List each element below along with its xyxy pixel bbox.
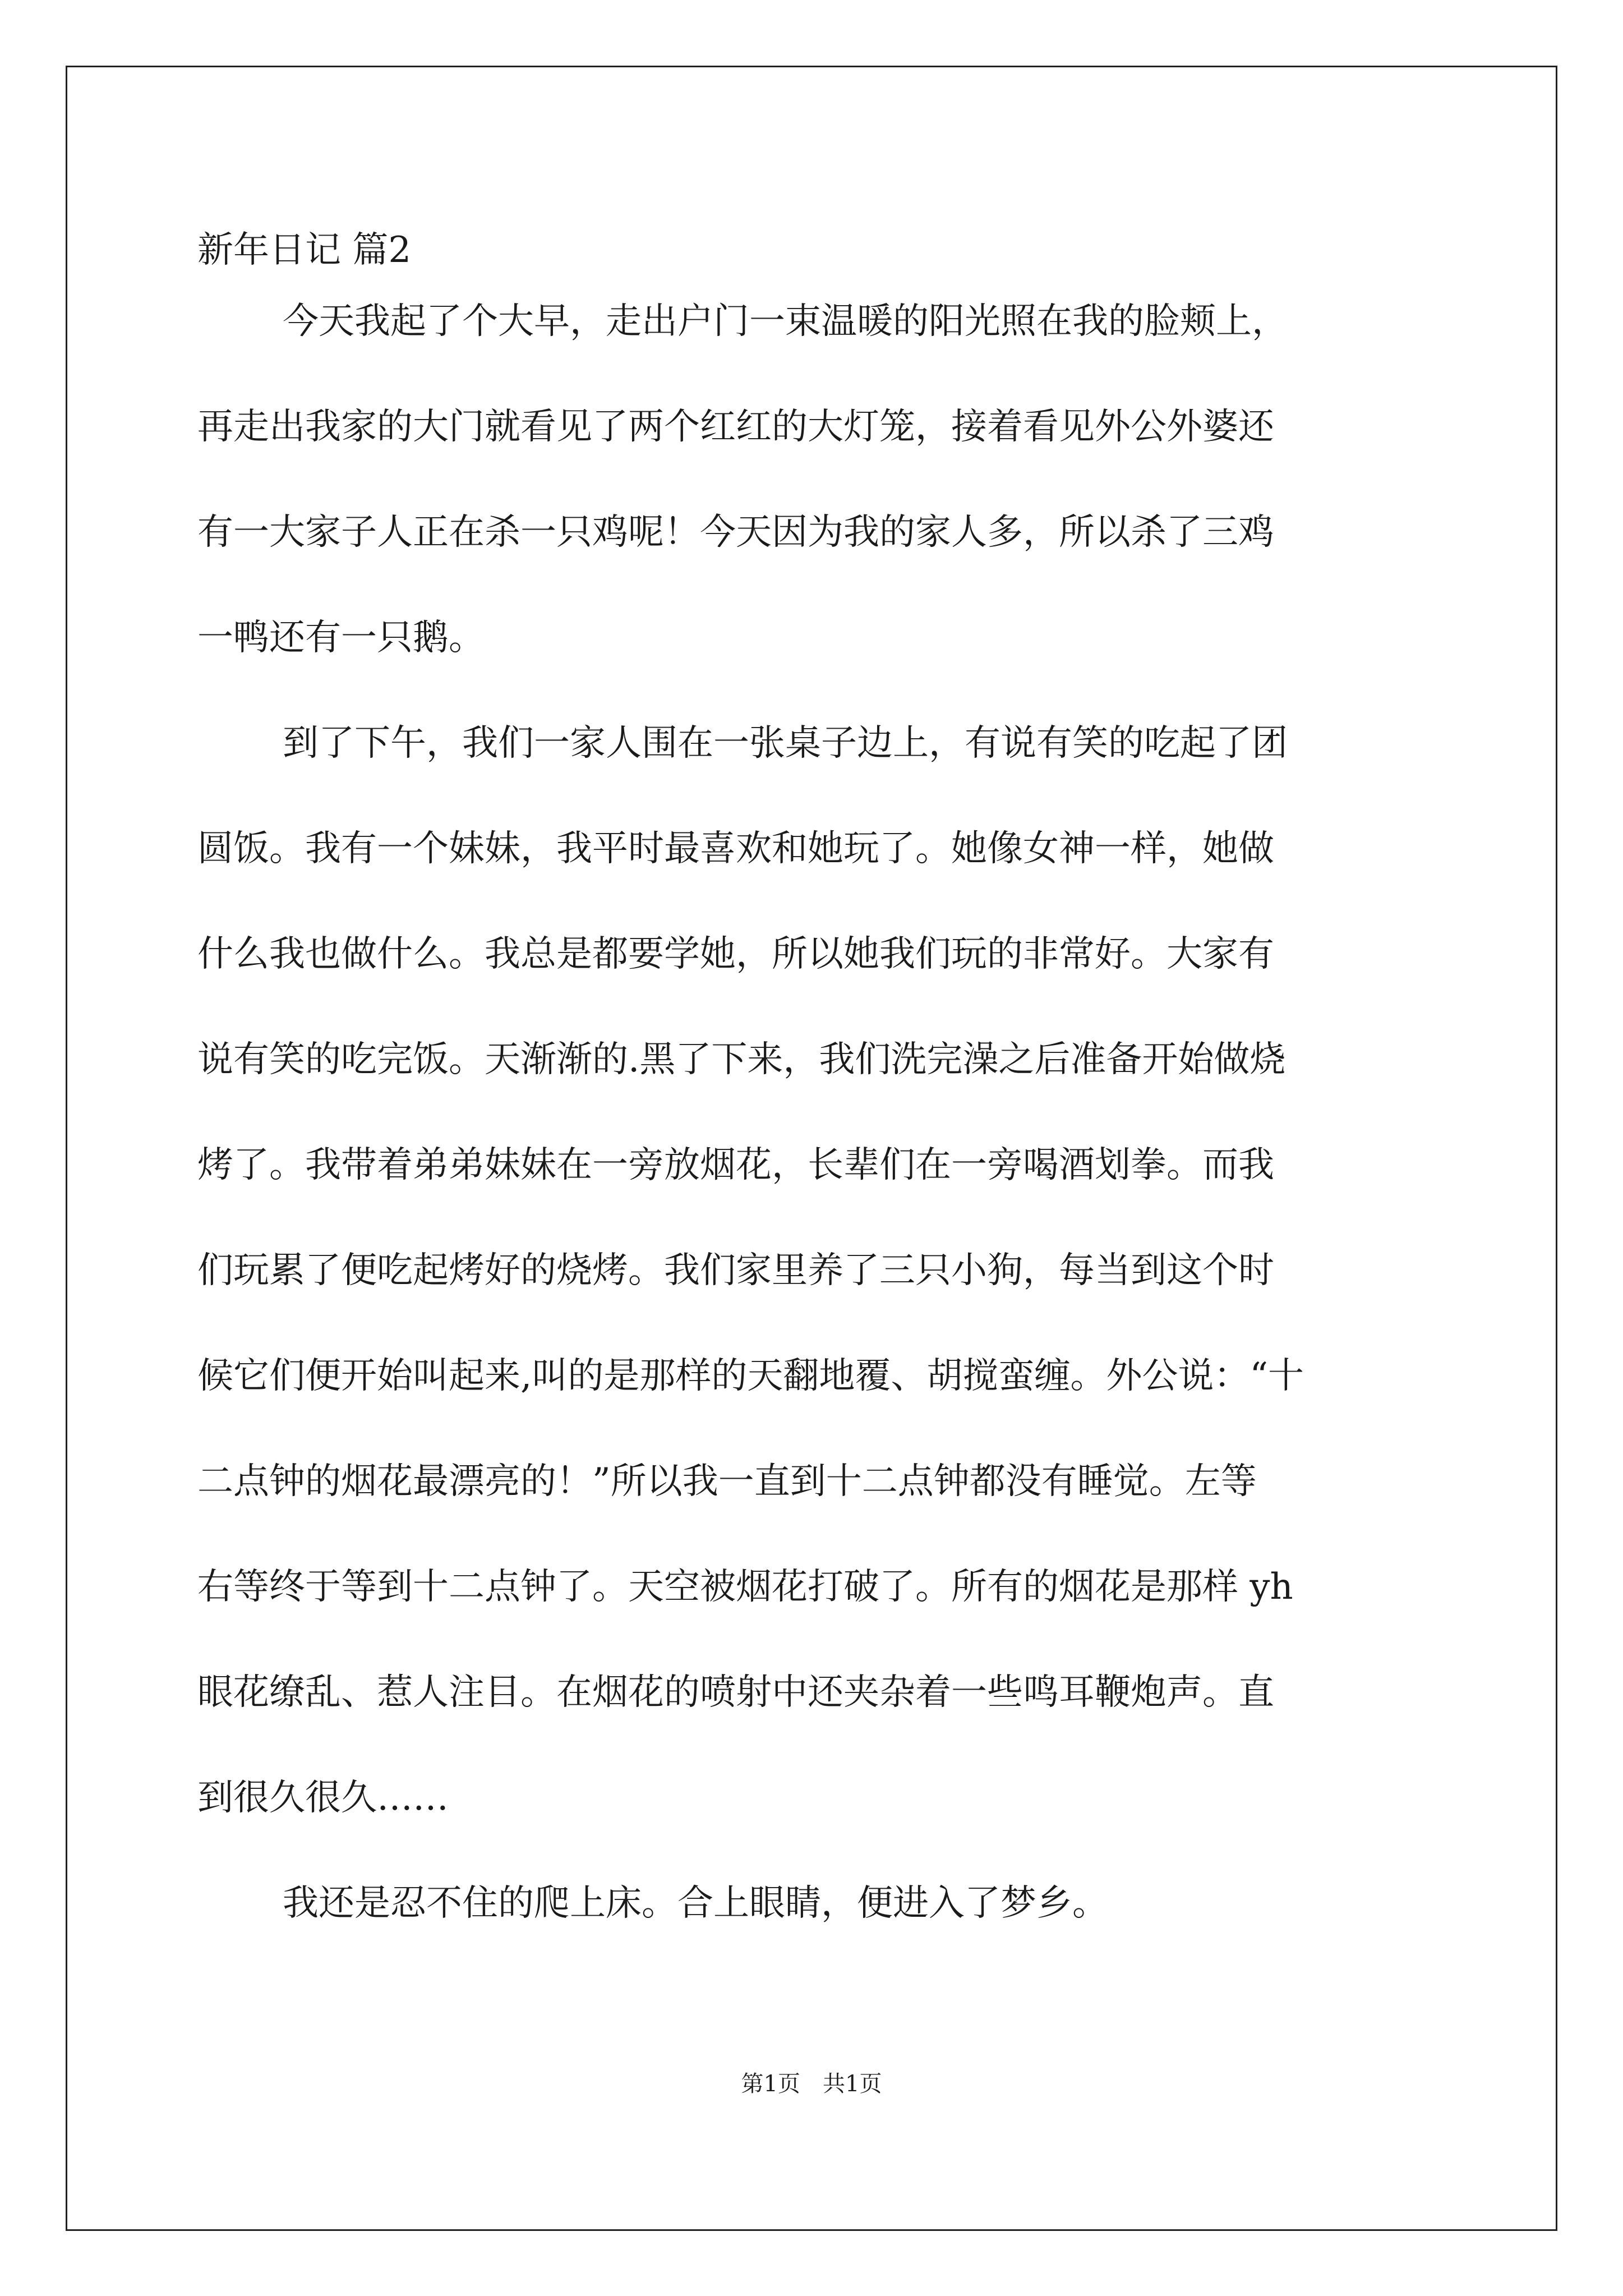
paragraph-2-line-8: 二点钟的烟花最漂亮的！”所以我一直到十二点钟都没有睡觉。左等 [197, 1461, 1257, 1502]
paragraph-2-line-9: 右等终于等到十二点钟了。天空被烟花打破了。所有的烟花是那样 yh [197, 1566, 1293, 1608]
page-number-footer: 第1页 共1页 [741, 2071, 882, 2097]
paragraph-1-line-3: 有一大家子人正在杀一只鸡呢！今天因为我的家人多，所以杀了三鸡 [197, 512, 1274, 553]
paragraph-1-line-1: 今天我起了个大早，走出户门一束温暖的阳光照在我的脸颊上， [283, 301, 1288, 342]
paragraph-3-line-1: 我还是忍不住的爬上床。合上眼睛，便进入了梦乡。 [283, 1883, 1108, 1924]
paragraph-2-line-10: 眼花缭乱、惹人注目。在烟花的喷射中还夹杂着一些鸣耳鞭炮声。直 [197, 1672, 1274, 1713]
paragraph-2-line-6: 们玩累了便吃起烤好的烧烤。我们家里养了三只小狗，每当到这个时 [197, 1250, 1274, 1291]
paragraph-2-line-2: 圆饭。我有一个妹妹，我平时最喜欢和她玩了。她像女神一样，她做 [197, 828, 1274, 869]
paragraph-2-line-11: 到很久很久…… [197, 1777, 449, 1819]
document-body [197, 295, 1431, 1982]
document-title: 新年日记 篇2 [197, 229, 412, 271]
paragraph-2-line-1: 到了下午，我们一家人围在一张桌子边上，有说有笑的吃起了团 [283, 723, 1288, 764]
paragraph-2-line-4: 说有笑的吃完饭。天渐渐的.黑了下来，我们洗完澡之后准备开始做烧 [197, 1039, 1286, 1080]
paragraph-1-line-2: 再走出我家的大门就看见了两个红红的大灯笼，接着看见外公外婆还 [197, 406, 1274, 448]
paragraph-2-line-7: 候它们便开始叫起来,叫的是那样的天翻地覆、胡搅蛮缠。外公说：“十 [197, 1355, 1304, 1397]
paragraph-1-line-4: 一鸭还有一只鹅。 [197, 617, 485, 659]
paragraph-2-line-3: 什么我也做什么。我总是都要学她，所以她我们玩的非常好。大家有 [197, 933, 1274, 975]
paragraph-2-line-5: 烤了。我带着弟弟妹妹在一旁放烟花，长辈们在一旁喝酒划拳。而我 [197, 1144, 1274, 1186]
